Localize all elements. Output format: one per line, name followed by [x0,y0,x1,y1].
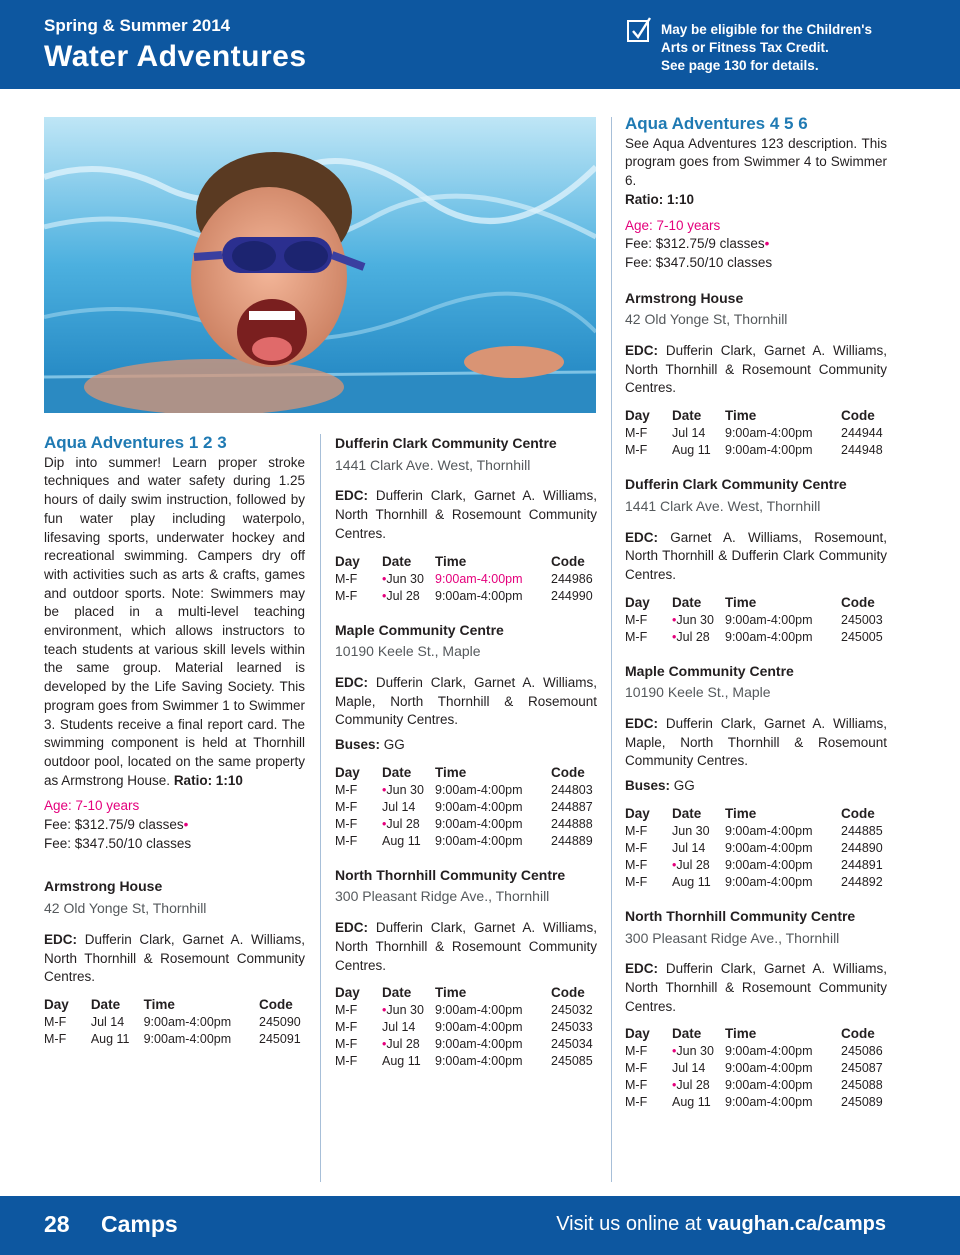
page-header [0,0,960,89]
venue-block [625,475,887,646]
column-header-date: Date [382,764,412,780]
cell-code: 245088 [841,1078,883,1093]
edc-note [335,487,597,543]
column-header-time: Time [435,553,467,569]
cell-date [382,1019,435,1036]
cell-date [382,799,435,816]
cell-date [382,782,435,799]
cell-time: 9:00am-4:00pm [435,571,523,586]
pink-dot-icon: • [672,629,677,644]
checkmark-icon [627,20,649,42]
cell-date [382,833,435,850]
pink-dot-icon: • [382,1037,387,1052]
cell-time: 9:00am-4:00pm [435,1054,523,1069]
program-age: Age: 7-10 years [44,798,140,814]
program-fee: Fee: $347.50/10 classes [625,254,773,270]
date-text: Jul 28 [386,816,420,831]
venue-name: Armstrong House [44,878,163,895]
column-header-day: Day [335,985,360,1001]
cell-time: 9:00am-4:00pm [725,1044,813,1059]
schedule-table [44,996,305,1048]
edc-label: EDC: [335,674,368,690]
edc-label: EDC: [335,488,368,504]
column-header-code: Code [841,1026,875,1042]
edc-note [335,674,597,730]
pink-dot-icon: • [382,782,387,797]
table-row [625,1043,887,1060]
cell-day: M-F [625,1061,648,1076]
cell-code: 245090 [259,1014,301,1029]
cell-day: M-F [335,833,358,848]
edc-note [625,529,887,585]
program-fee [44,816,305,835]
schedule-table [625,594,887,646]
cell-date [382,816,435,833]
cell-time: 9:00am-4:00pm [725,1061,813,1076]
column-header-time: Time [435,985,467,1001]
cell-date [672,1043,725,1060]
edc-label: EDC: [625,529,658,545]
edc-note [625,960,887,1016]
cell-time: 9:00am-4:00pm [725,1078,813,1093]
pink-dot-icon: • [382,816,387,831]
edc-text: Dufferin Clark, Garnet A. Williams, North Thornhill & Rosemount Community Centres. [335,488,597,541]
column-header-date: Date [382,985,412,1001]
table-row [44,1031,305,1048]
cell-time: 9:00am-4:00pm [143,1014,232,1029]
cell-day: M-F [44,1031,67,1046]
date-text: Jul 14 [672,1061,706,1076]
date-text: Jun 30 [386,571,424,586]
cell-code: 244944 [841,426,883,441]
cell-date [672,1077,725,1094]
table-row [335,833,597,850]
column-header-code: Code [551,553,585,569]
edc-text: Dufferin Clark, Garnet A. Williams, Maple, North Thornhill & Rosemount Community Centres. [625,716,887,769]
cell-time: 9:00am-4:00pm [725,823,813,838]
venue-name: Maple Community Centre [335,621,504,638]
edc-note [335,919,597,975]
table-row [625,425,887,442]
cell-day: M-F [625,1078,648,1093]
cell-day: M-F [335,1037,358,1052]
table-header-row [335,553,597,571]
date-text: Jul 14 [672,840,706,855]
column-header-day: Day [625,408,650,424]
table-header-row [625,1025,887,1043]
column-header-time: Time [435,764,467,780]
column-header-day: Day [625,805,650,821]
column-header-date: Date [672,594,702,610]
cell-time: 9:00am-4:00pm [435,1037,523,1052]
cell-time: 9:00am-4:00pm [725,426,813,441]
cell-code: 245005 [841,629,883,644]
table-header-row [335,984,597,1002]
cell-code: 244885 [841,823,883,838]
cell-time: 9:00am-4:00pm [725,612,813,627]
cell-day: M-F [44,1014,67,1029]
buses-note [335,736,597,755]
cell-date [672,1060,725,1077]
cell-day: M-F [335,1003,358,1018]
cell-time: 9:00am-4:00pm [435,816,523,831]
column-2 [335,434,597,1070]
venue-address: 1441 Clark Ave. West, Thornhill [335,456,531,473]
cell-date [672,1094,725,1111]
venue-block [625,662,887,891]
cell-date [91,1031,144,1048]
cell-code: 244803 [551,782,593,797]
edc-text: Dufferin Clark, Garnet A. Williams, North Thornhill & Rosemount Community Centres. [44,931,305,985]
date-text: Jun 30 [676,1044,714,1059]
venue-name: North Thornhill Community Centre [335,866,566,883]
date-text: Jul 14 [382,799,416,814]
column-header-day: Day [625,594,650,610]
date-text: Aug 11 [382,1054,421,1069]
cell-time: 9:00am-4:00pm [435,833,523,848]
cell-code: 244948 [841,443,883,458]
date-text: Jul 28 [386,1037,420,1052]
venue-block [335,434,597,605]
season-label: Spring & Summer 2014 [44,16,231,35]
table-row [625,857,887,874]
column-header-day: Day [335,553,360,569]
column-header-time: Time [725,805,757,821]
pink-dot-icon: • [672,1078,677,1093]
schedule-table [335,553,597,605]
cell-day: M-F [335,1020,358,1035]
column-header-code: Code [551,985,585,1001]
date-text: Jul 28 [676,857,710,872]
cell-code: 244888 [551,816,593,831]
buses-note [625,777,887,796]
venue-address: 10190 Keele St., Maple [625,684,771,701]
column-header-day: Day [625,1026,650,1042]
table-row [625,442,887,459]
cell-code: 244891 [841,857,883,872]
venue-name: North Thornhill Community Centre [625,907,856,924]
tax-note-line: See page 130 for details. [661,58,819,73]
table-row [625,1094,887,1111]
cell-code: 245085 [551,1054,593,1069]
cell-date [382,1002,435,1019]
program-note: Note: Swimmers may be placed in a multi-level teaching environment, which allows instructors to teach students at various skill levels within the same group. Material learned is developed by the Life Saving Society. This program goes from Swimmer 1 to Swimmer 3. Students receive a final report card. The swimming component is held at Thornhill outdoor pool, located on the same property as Armstrong House. [44,585,305,788]
cell-date [382,1036,435,1053]
cell-time: 9:00am-4:00pm [725,857,813,872]
table-row [335,571,597,588]
edc-label: EDC: [625,961,658,977]
cell-code: 244986 [551,571,593,586]
table-row [625,823,887,840]
edc-text: Dufferin Clark, Garnet A. Williams, North Thornhill & Rosemount Community Centres. [625,343,887,396]
table-row [335,816,597,833]
edc-label: EDC: [44,931,77,947]
date-text: Jun 30 [386,782,424,797]
cell-code: 245032 [551,1003,593,1018]
edc-note [44,931,305,987]
cell-time: 9:00am-4:00pm [435,1003,523,1018]
schedule-table [625,1025,887,1111]
pink-dot-icon: • [672,857,677,872]
website-link[interactable]: vaughan.ca/camps [707,1213,886,1235]
venue-block [625,907,887,1112]
cell-date [382,571,435,588]
program-description-text: Dip into summer! Learn proper stroke techniques and water safety during 1.25 hours of daily swim instruction, followed by fun water play including waterpolo, lifesaving sports, underwater hockey and recreational swimming. Campers dry off with activities such as arts & crafts, games and outdoor sports. [44,454,305,601]
column-header-day: Day [335,764,360,780]
website-note [556,1213,886,1236]
edc-text: Dufferin Clark, Garnet A. Williams, Maple, North Thornhill & Rosemount Community Centres. [335,674,597,728]
date-text: Aug 11 [672,874,711,889]
cell-code: 244990 [551,588,593,603]
column-header-time: Time [725,408,757,424]
cell-day: M-F [625,443,648,458]
page-title: Water Adventures [44,40,307,73]
date-text: Jul 28 [676,629,710,644]
table-row [625,1077,887,1094]
cell-date [382,588,435,605]
cell-date [672,442,725,459]
table-row [335,1002,597,1019]
column-header-code: Code [841,805,875,821]
date-text: Aug 11 [382,833,421,848]
venue-address: 10190 Keele St., Maple [335,643,481,660]
venue-name: Armstrong House [625,289,744,306]
date-text: Jul 28 [676,1078,710,1093]
cell-date [672,840,725,857]
cell-time: 9:00am-4:00pm [725,874,813,889]
cell-date [672,857,725,874]
cell-date [672,629,725,646]
date-text: Aug 11 [672,443,711,458]
venue-list [335,434,597,1070]
column-1 [44,434,305,1048]
program-age: Age: 7-10 years [625,217,721,233]
table-row [335,588,597,605]
pink-dot-icon: • [672,1044,677,1059]
program-description: See Aqua Adventures 123 description. This program goes from Swimmer 4 to Swimmer 6. [625,135,887,189]
date-text: Jul 28 [386,588,420,603]
venue-name: Maple Community Centre [625,662,794,679]
cell-code: 245086 [841,1044,883,1059]
date-text: Jul 14 [90,1014,125,1029]
cell-day: M-F [625,1095,648,1110]
date-text: Jul 14 [672,426,706,441]
visit-prefix: Visit us online at [556,1213,708,1235]
date-text: Aug 11 [90,1031,130,1046]
cell-code: 245033 [551,1020,593,1035]
column-header-time: Time [725,594,757,610]
table-row [335,1019,597,1036]
cell-date [672,425,725,442]
table-row [335,782,597,799]
buses-text: GG [670,778,695,794]
schedule-table [335,984,597,1070]
table-header-row [625,805,887,823]
cell-date [672,612,725,629]
cell-code: 245087 [841,1061,883,1076]
program-ratio: Ratio: 1:10 [173,772,243,788]
program-title: Aqua Adventures 1 2 3 [44,433,227,452]
cell-code: 244889 [551,833,593,848]
cell-code: 244892 [841,874,883,889]
cell-code: 244887 [551,799,593,814]
page-number: 28 [44,1211,70,1237]
column-3 [625,115,887,1111]
cell-time: 9:00am-4:00pm [725,629,813,644]
cell-day: M-F [335,782,358,797]
column-header-code: Code [259,996,293,1012]
table-row [625,612,887,629]
cell-day: M-F [335,816,358,831]
table-row [625,874,887,891]
schedule-table [625,407,887,459]
venue-address: 300 Pleasant Ridge Ave., Thornhill [335,888,550,905]
venue-address: 42 Old Yonge St, Thornhill [625,311,788,328]
column-header-time: Time [725,1026,757,1042]
cell-day: M-F [625,840,648,855]
buses-label: Buses: [335,737,381,753]
table-row [335,1053,597,1070]
edc-label: EDC: [335,920,368,936]
cell-code: 245034 [551,1037,593,1052]
pink-dot-icon: • [672,612,677,627]
page-footer [0,1196,960,1255]
program-title: Aqua Adventures 4 5 6 [625,114,808,133]
table-row [625,840,887,857]
cell-time: 9:00am-4:00pm [435,799,523,814]
venue-name: Dufferin Clark Community Centre [625,476,847,493]
program-ratio: Ratio: 1:10 [625,191,695,207]
cell-time: 9:00am-4:00pm [143,1031,232,1046]
cell-day: M-F [335,571,358,586]
cell-date [91,1014,144,1031]
tax-credit-note [661,21,872,75]
pink-dot-icon: • [382,1003,387,1018]
column-header-code: Code [841,594,875,610]
edc-text: Garnet A. Williams, Rosemount, North Thornhill & Dufferin Clark Community Centres. [625,529,887,582]
cell-time: 9:00am-4:00pm [725,1095,813,1110]
program-fee: Fee: $347.50/10 classes [44,835,192,851]
venue-block [335,621,597,850]
cell-day: M-F [625,1044,648,1059]
column-header-date: Date [672,408,702,424]
program-fee [625,235,887,254]
schedule-table [625,805,887,891]
cell-code: 245091 [259,1031,301,1046]
venue-block [335,866,597,1071]
column-header-time: Time [143,996,175,1012]
cell-code: 245089 [841,1095,883,1110]
edc-label: EDC: [625,716,658,732]
edc-note [625,342,887,398]
section-title: Camps [101,1211,178,1237]
fee-text: Fee: $312.75/9 classes [625,236,765,252]
edc-label: EDC: [625,343,658,359]
pink-dot-icon: • [764,236,770,252]
date-text: Jun 30 [386,1003,424,1018]
venue-address: 300 Pleasant Ridge Ave., Thornhill [625,929,840,946]
pink-dot-icon: • [382,588,387,603]
cell-day: M-F [625,612,648,627]
program-description [44,454,305,791]
venue-name: Dufferin Clark Community Centre [335,435,557,451]
fee-text: Fee: $312.75/9 classes [44,817,184,833]
cell-day: M-F [625,629,648,644]
date-text: Jun 30 [672,823,710,838]
cell-code: 245003 [841,612,883,627]
buses-text: GG [380,737,405,753]
cell-day: M-F [625,823,648,838]
cell-day: M-F [625,857,648,872]
tax-note-line: May be eligible for the Children's [661,22,872,37]
cell-date [672,874,725,891]
schedule-table [335,764,597,850]
cell-time: 9:00am-4:00pm [435,1020,523,1035]
edc-text: Dufferin Clark, Garnet A. Williams, North Thornhill & Rosemount Community Centres. [335,920,597,973]
column-header-date: Date [90,996,121,1012]
cell-time: 9:00am-4:00pm [435,588,523,603]
date-text: Aug 11 [672,1095,711,1110]
column-header-date: Date [672,805,702,821]
table-row [335,1036,597,1053]
cell-time: 9:00am-4:00pm [725,443,813,458]
table-header-row [335,764,597,782]
pink-dot-icon: • [183,817,189,833]
cell-day: M-F [335,799,358,814]
venue-block [44,877,305,1048]
cell-day: M-F [625,874,648,889]
venue-list [44,877,305,1048]
date-text: Jul 14 [382,1020,416,1035]
column-header-date: Date [382,553,412,569]
table-row [44,1014,305,1031]
edc-note [625,715,887,771]
cell-code: 244890 [841,840,883,855]
table-row [625,1060,887,1077]
cell-time: 9:00am-4:00pm [435,782,523,797]
date-text: Jun 30 [676,612,714,627]
column-divider [611,117,612,1182]
column-header-code: Code [551,764,585,780]
pink-dot-icon: • [382,571,387,586]
cell-date [672,823,725,840]
tax-note-line: Arts or Fitness Tax Credit. [661,40,829,55]
table-row [625,629,887,646]
cell-time: 9:00am-4:00pm [725,840,813,855]
table-header-row [625,594,887,612]
venue-list [625,289,887,1112]
swimmer-photo [44,117,596,413]
cell-date [382,1053,435,1070]
venue-block [625,289,887,460]
cell-day: M-F [625,426,648,441]
edc-text: Dufferin Clark, Garnet A. Williams, North Thornhill & Rosemount Community Centres. [625,961,887,1014]
venue-address: 1441 Clark Ave. West, Thornhill [625,497,821,514]
buses-label: Buses: [625,778,671,794]
column-header-date: Date [672,1026,702,1042]
cell-day: M-F [335,1054,358,1069]
venue-address: 42 Old Yonge St, Thornhill [44,900,207,917]
cell-day: M-F [335,588,358,603]
column-divider [320,434,321,1182]
table-header-row [625,407,887,425]
table-row [335,799,597,816]
column-header-code: Code [841,408,875,424]
table-header-row [44,996,305,1014]
column-header-day: Day [44,996,69,1012]
